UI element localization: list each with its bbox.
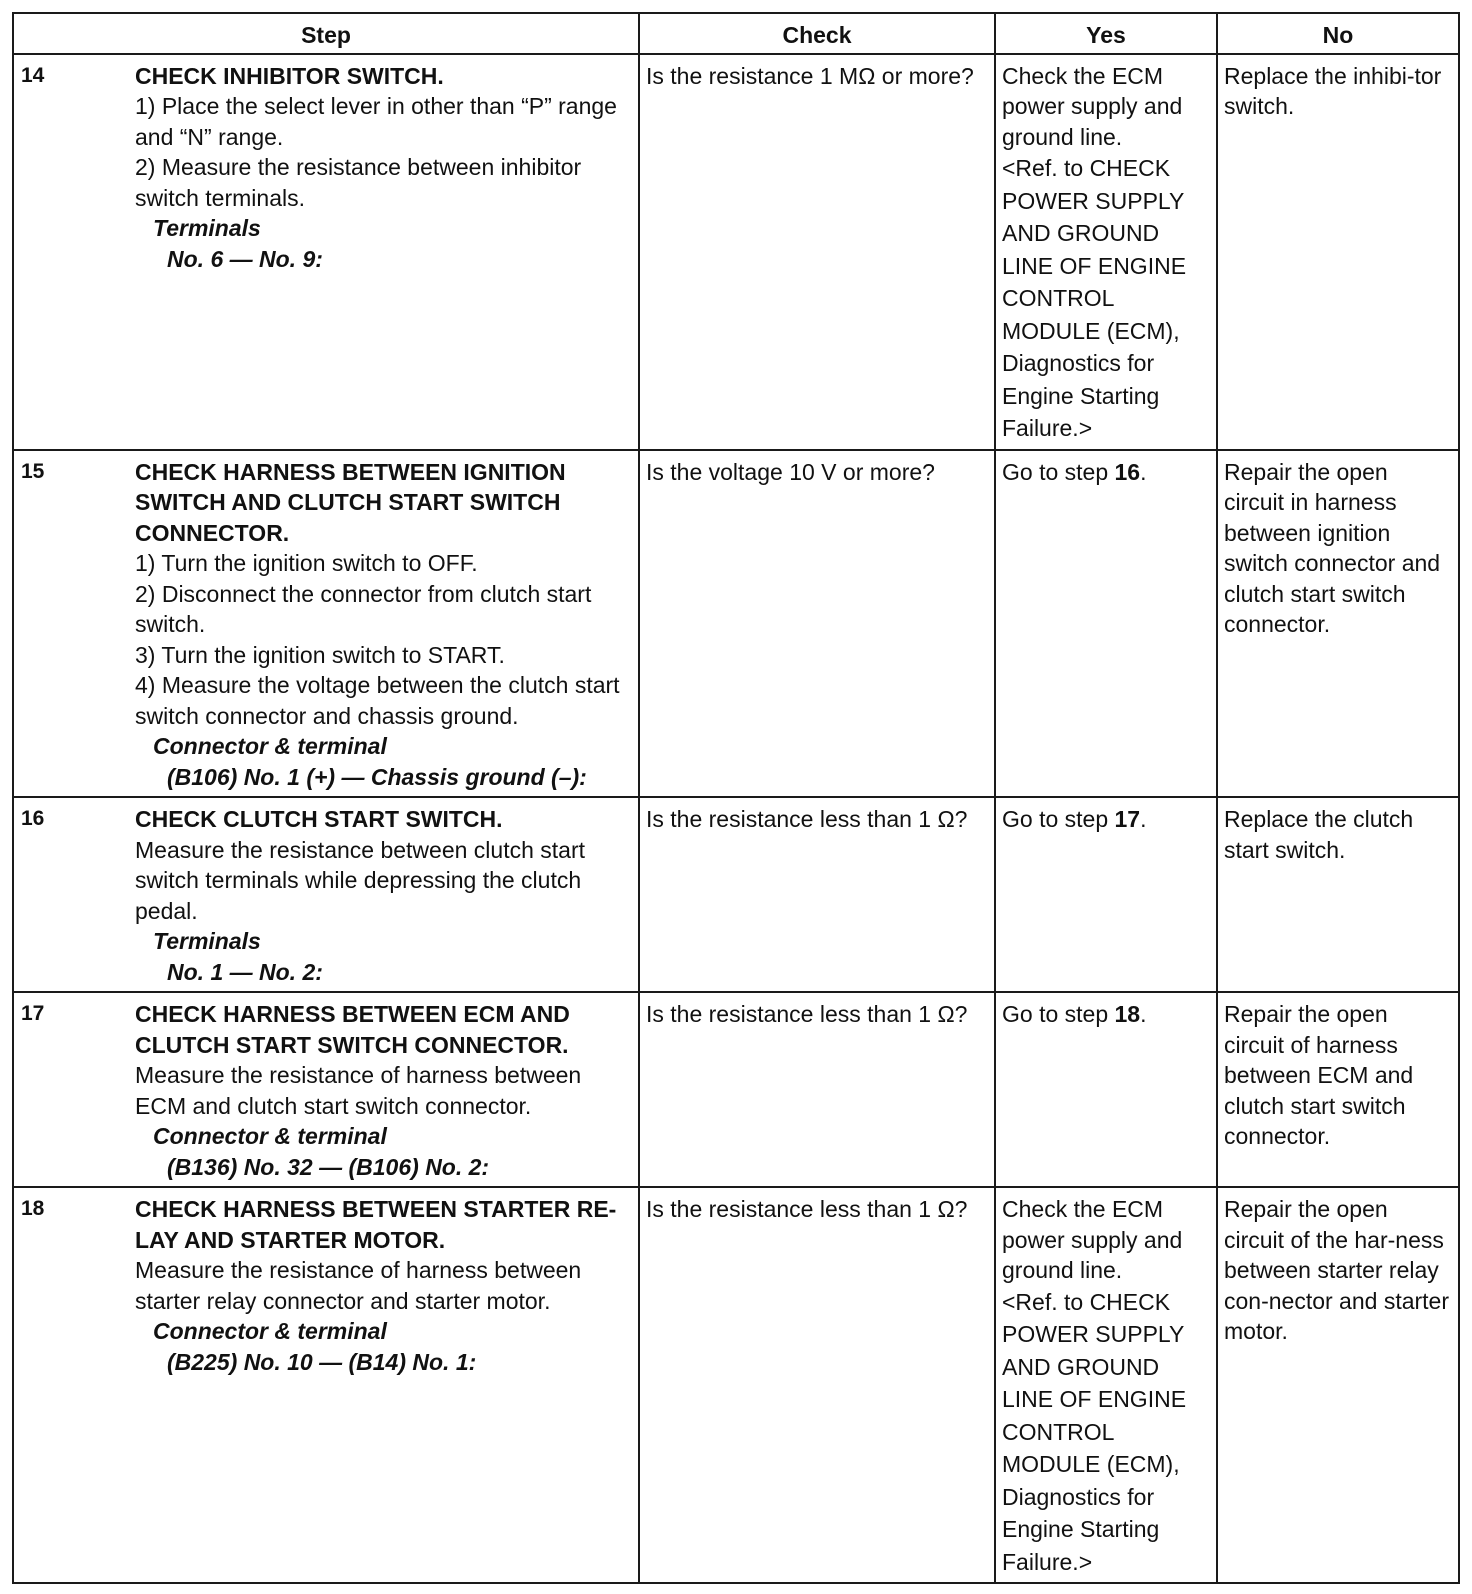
- yes-ref-line: POWER SUPPLY: [1002, 1321, 1185, 1347]
- diagnostic-table: [12, 12, 1460, 1584]
- step-cell: [125, 797, 639, 992]
- spec-label: Terminals: [153, 928, 261, 954]
- yes-ref-line: Diagnostics for: [1002, 350, 1155, 376]
- header-check: Check: [639, 13, 995, 54]
- step-number: 16: [13, 797, 125, 992]
- header-step: Step: [13, 13, 639, 54]
- no-cell: Replace the inhibi-tor switch.: [1217, 54, 1459, 450]
- step-instruction: 3) Turn the ignition switch to START.: [135, 641, 505, 668]
- step-cell: [125, 54, 639, 450]
- step-instruction: 1) Place the select lever in other than “P” range and “N” range.: [135, 93, 617, 150]
- yes-text: Check the ECM power supply and ground line.: [1002, 62, 1183, 150]
- yes-ref-line: Engine Starting: [1002, 1516, 1160, 1542]
- yes-ref-line: MODULE (ECM),: [1002, 317, 1180, 344]
- step-cell: [125, 450, 639, 798]
- step-title: CHECK INHIBITOR SWITCH.: [135, 62, 444, 89]
- step-title: CHECK HARNESS BETWEEN IGNITION SWITCH AND CLUTCH START SWITCH CONNECTOR.: [135, 458, 566, 546]
- check-cell: Is the resistance 1 MΩ or more?: [639, 54, 995, 450]
- step-title: CHECK HARNESS BETWEEN STARTER RE-LAY AND STARTER MOTOR.: [135, 1196, 617, 1253]
- spec-label: Connector & terminal: [153, 1123, 387, 1149]
- yes-ref-line: Diagnostics for: [1002, 1483, 1155, 1510]
- check-cell: Is the resistance less than 1 Ω?: [639, 1187, 995, 1583]
- yes-ref-line: POWER SUPPLY: [1002, 187, 1185, 214]
- no-cell: Repair the open circuit of harness between ECM and clutch start switch connector.: [1217, 992, 1459, 1187]
- yes-ref-line: CONTROL: [1002, 285, 1115, 311]
- table-row: [13, 450, 1459, 798]
- step-instruction: 2) Disconnect the connector from clutch start switch.: [135, 580, 592, 637]
- step-instruction: Measure the resistance of harness between ECM and clutch start switch connector.: [135, 1062, 582, 1119]
- yes-step-link[interactable]: 18: [1114, 1001, 1141, 1027]
- check-cell: Is the voltage 10 V or more?: [639, 450, 995, 798]
- yes-ref-line: AND GROUND: [1002, 1353, 1160, 1380]
- spec-label: Terminals: [153, 215, 261, 241]
- header-yes: Yes: [995, 13, 1217, 54]
- step-instruction: Measure the resistance between clutch start switch terminals while depressing the clutch pedal.: [135, 836, 586, 924]
- step-instruction: Measure the resistance of harness between starter relay connector and starter motor.: [135, 1257, 582, 1314]
- yes-text: Go to step: [1002, 1001, 1115, 1027]
- spec-value: (B225) No. 10 — (B14) No. 1:: [167, 1348, 477, 1375]
- step-number: 18: [13, 1187, 125, 1583]
- step-instruction: 1) Turn the ignition switch to OFF.: [135, 550, 478, 576]
- check-cell: Is the resistance less than 1 Ω?: [639, 992, 995, 1187]
- yes-text: Go to step: [1002, 458, 1115, 485]
- step-number: 17: [13, 992, 125, 1187]
- spec-label: Connector & terminal: [153, 1318, 387, 1344]
- no-cell: Replace the clutch start switch.: [1217, 797, 1459, 992]
- step-number: 15: [13, 450, 125, 798]
- spec-value: (B136) No. 32 — (B106) No. 2:: [167, 1153, 490, 1180]
- yes-cell: Go to step 18.: [995, 992, 1217, 1187]
- yes-text: Check the ECM power supply and ground line.: [1002, 1196, 1183, 1283]
- yes-text: Go to step: [1002, 806, 1115, 832]
- yes-step-link[interactable]: 17: [1114, 806, 1141, 832]
- step-title: CHECK HARNESS BETWEEN ECM AND CLUTCH START SWITCH CONNECTOR.: [135, 1001, 570, 1058]
- yes-ref-line: AND GROUND: [1002, 220, 1160, 246]
- yes-ref-line: <Ref. to CHECK: [1002, 1288, 1171, 1315]
- step-title: CHECK CLUTCH START SWITCH.: [135, 806, 503, 832]
- yes-cell: Go to step 17.: [995, 797, 1217, 992]
- table-row: [13, 992, 1459, 1187]
- yes-cell: [995, 54, 1217, 450]
- step-cell: [125, 992, 639, 1187]
- spec-value: No. 1 — No. 2:: [167, 958, 323, 985]
- table-row: [13, 1187, 1459, 1583]
- yes-ref-line: MODULE (ECM),: [1002, 1451, 1180, 1477]
- header-row: [13, 13, 1459, 54]
- no-cell: Repair the open circuit in harness between ignition switch connector and clutch start switch connector.: [1217, 450, 1459, 798]
- step-cell: [125, 1187, 639, 1583]
- table-row: [13, 54, 1459, 450]
- table-row: [13, 797, 1459, 992]
- yes-step-link[interactable]: 16: [1114, 458, 1141, 485]
- yes-ref-line: Failure.>: [1002, 415, 1093, 441]
- spec-value: No. 6 — No. 9:: [167, 245, 323, 272]
- step-instruction: 4) Measure the voltage between the clutch start switch connector and chassis ground.: [135, 672, 620, 729]
- spec-label: Connector & terminal: [153, 733, 387, 759]
- header-no: No: [1217, 13, 1459, 54]
- check-cell: Is the resistance less than 1 Ω?: [639, 797, 995, 992]
- yes-cell: Go to step 16.: [995, 450, 1217, 798]
- yes-ref-line: LINE OF ENGINE: [1002, 252, 1187, 279]
- step-instruction: 2) Measure the resistance between inhibitor switch terminals.: [135, 154, 582, 211]
- no-cell: Repair the open circuit of the har-ness between starter relay con-nector and starter motor.: [1217, 1187, 1459, 1583]
- yes-ref-line: Failure.>: [1002, 1548, 1093, 1575]
- yes-ref-line: CONTROL: [1002, 1418, 1115, 1445]
- spec-value: (B106) No. 1 (+) — Chassis ground (–):: [167, 763, 587, 790]
- yes-ref-line: <Ref. to CHECK: [1002, 155, 1171, 181]
- step-number: 14: [13, 54, 125, 450]
- yes-ref-line: Engine Starting: [1002, 382, 1160, 409]
- yes-ref-line: LINE OF ENGINE: [1002, 1386, 1187, 1412]
- yes-cell: [995, 1187, 1217, 1583]
